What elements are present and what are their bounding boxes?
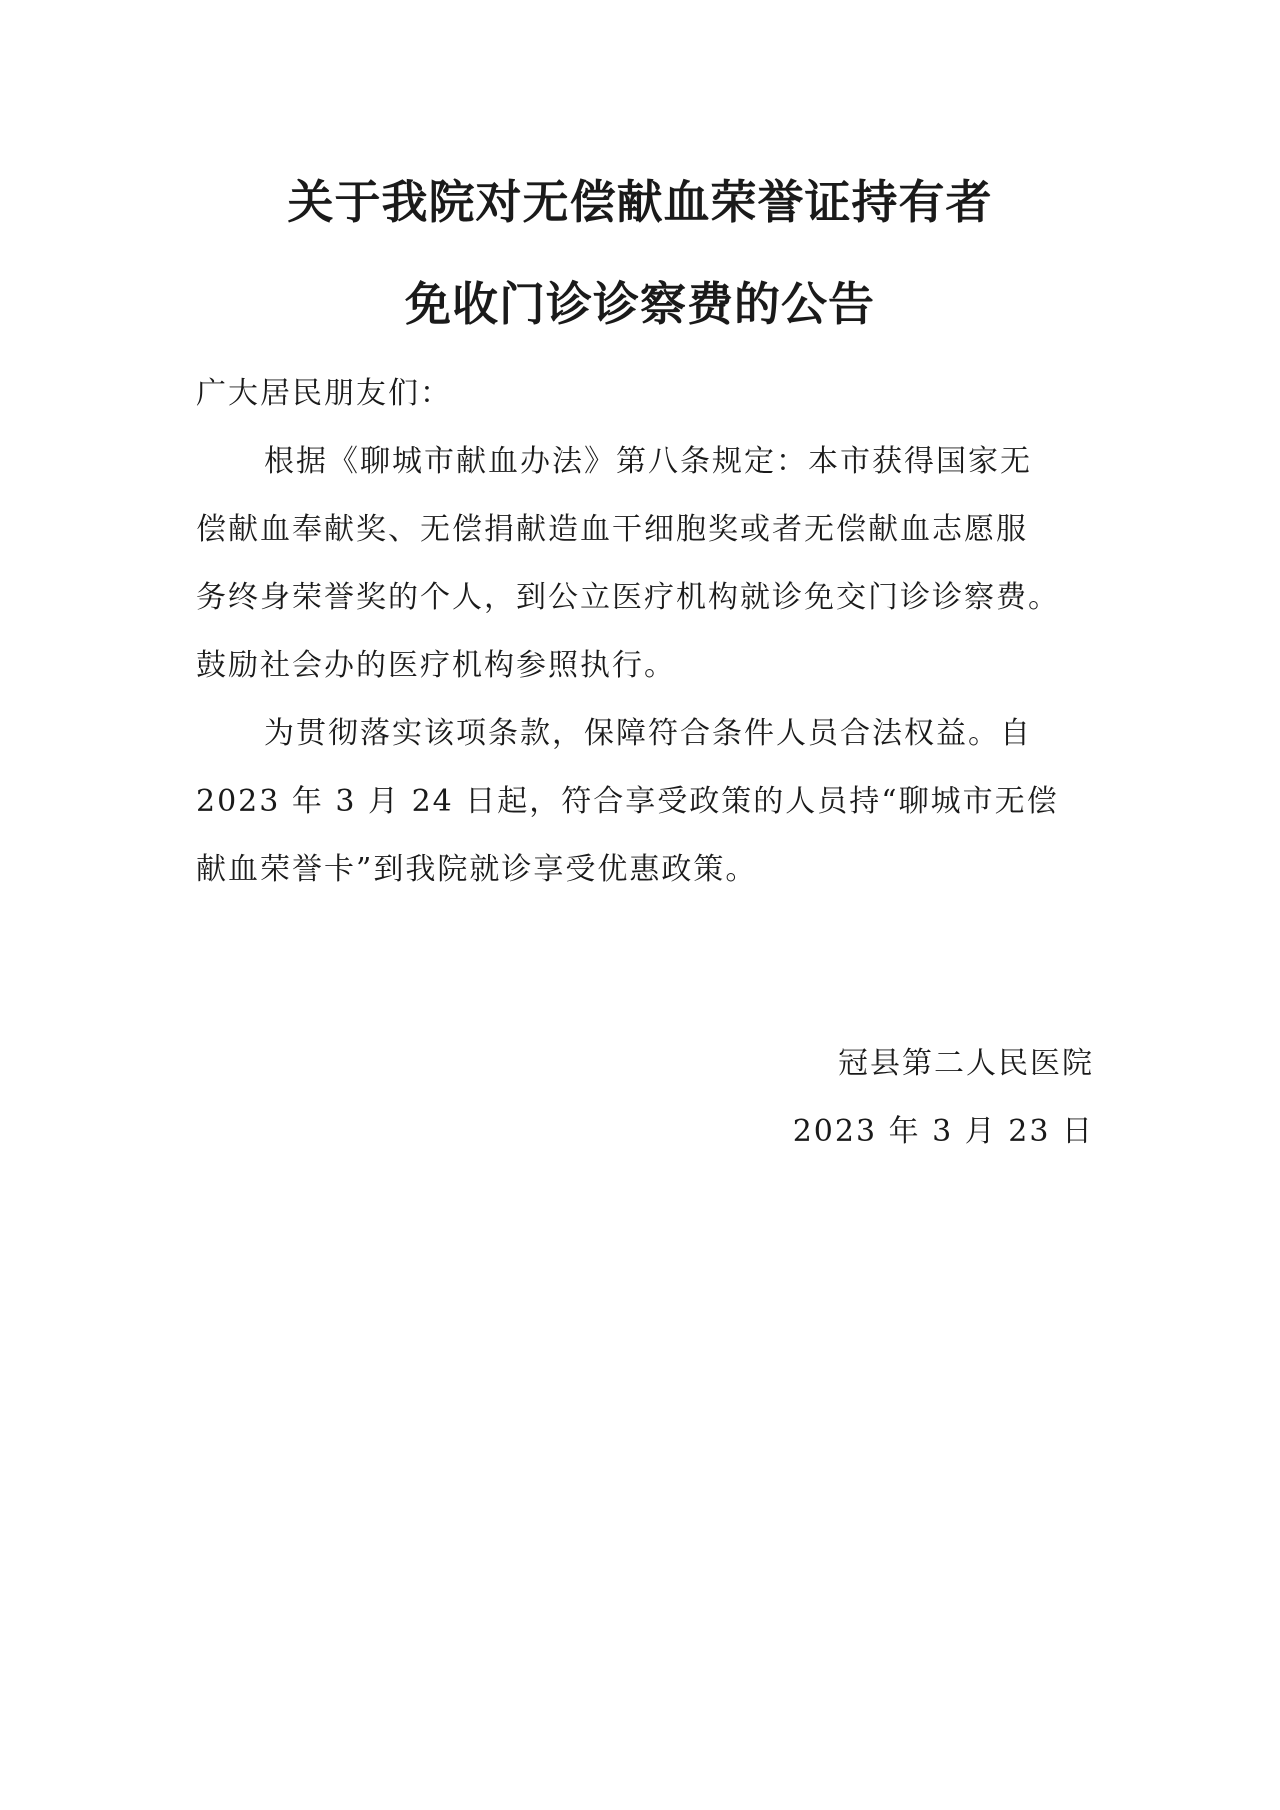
- paragraph-regulation: [196, 428, 1096, 700]
- paragraph-line: 献血荣誉卡”到我院就诊享受优惠政策。: [196, 852, 758, 887]
- paragraph-line: 务终身荣誉奖的个人，到公立医疗机构就诊免交门诊诊察费。: [196, 580, 1060, 615]
- paragraph-line: 2023 年 3 月 24 日起，符合享受政策的人员持“聊城市无偿: [196, 784, 1059, 819]
- greeting: 广大居民朋友们：: [196, 376, 452, 411]
- signature-organization: 冠县第二人民医院: [838, 1046, 1094, 1081]
- signature-date: 2023 年 3 月 23 日: [792, 1114, 1094, 1149]
- notice-title-line-2: 免收门诊诊察费的公告: [405, 277, 875, 331]
- paragraph-implementation: [196, 700, 1096, 904]
- paragraph-line: 根据《聊城市献血办法》第八条规定：本市获得国家无: [264, 444, 1032, 479]
- paragraph-line: 为贯彻落实该项条款，保障符合条件人员合法权益。自: [264, 716, 1032, 751]
- paragraph-line: 鼓励社会办的医疗机构参照执行。: [196, 648, 676, 683]
- paragraph-line: 偿献血奉献奖、无偿捐献造血干细胞奖或者无偿献血志愿服: [196, 512, 1028, 547]
- notice-title-line-1: 关于我院对无偿献血荣誉证持有者: [287, 175, 993, 229]
